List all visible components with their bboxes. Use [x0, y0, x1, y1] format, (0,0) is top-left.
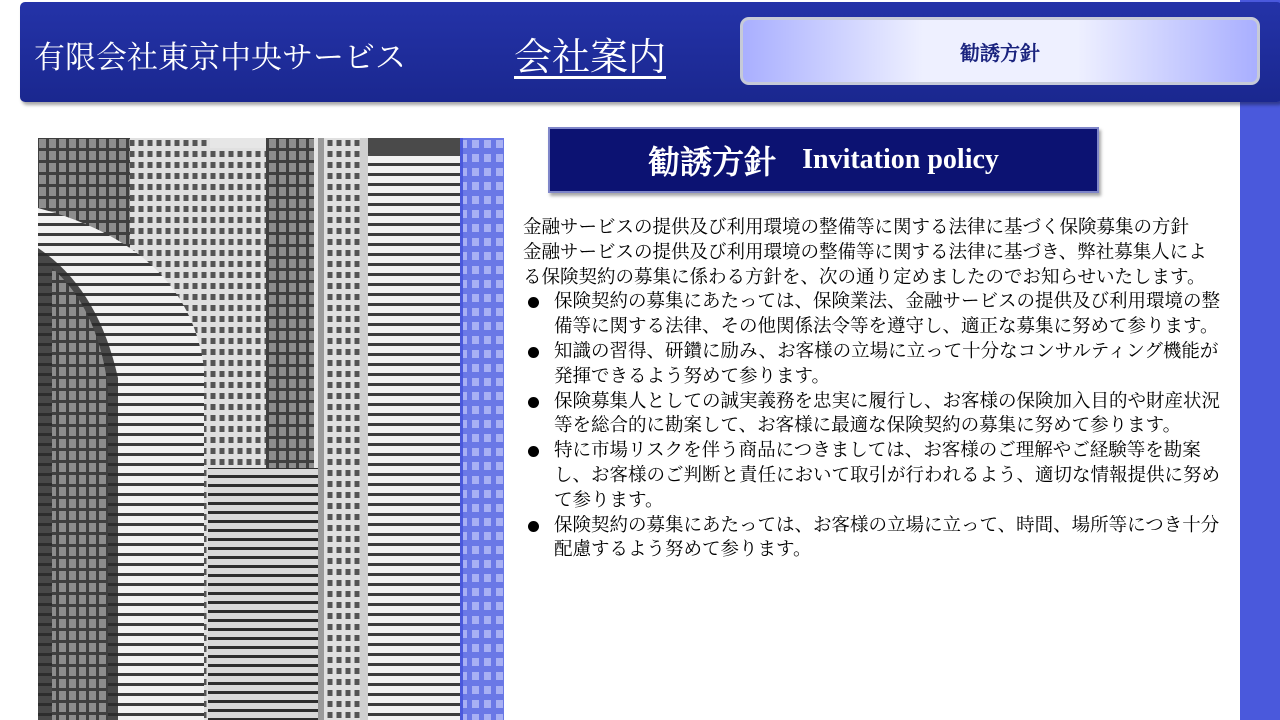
policy-item-text: 保険募集人としての誠実義務を忠実に履行し、お客様の保険加入目的や財産状況等を総合的に勘案して、お客様に最適な保険契約の募集に努めて参ります。	[554, 390, 1221, 437]
side-accent-strip	[1240, 0, 1280, 720]
policy-item	[523, 439, 1223, 513]
policy-list	[523, 290, 1223, 563]
heading-japanese: 勧誘方針	[648, 143, 777, 181]
policy-item	[523, 514, 1223, 564]
intro-lead: 金融サービスの提供及び利用環境の整備等に関する法律に基づき、弊社募集人による保険契約の募集に係わる方針を、次の通り定めましたのでお知らせいたします。	[523, 241, 1207, 288]
bullet-icon	[528, 347, 539, 358]
policy-item	[523, 390, 1223, 440]
section-tab-invitation-policy[interactable]: 勧誘方針	[740, 17, 1260, 85]
policy-heading	[548, 127, 1099, 193]
policy-item-text: 保険契約の募集にあたっては、お客様の立場に立って、時間、場所等につき十分配慮するよう努めて参ります。	[554, 514, 1220, 561]
bullet-icon	[528, 446, 539, 457]
policy-content	[523, 216, 1223, 563]
page-title[interactable]: 会社案内	[514, 35, 667, 79]
policy-item-text: 特に市場リスクを伴う商品につきましては、お客様のご理解やご経験等を勘案し、お客様のご判断と責任において取引が行われるよう、適切な情報提供に努めて参ります。	[554, 440, 1221, 511]
heading-english: Invitation policy	[802, 144, 999, 175]
policy-item	[523, 290, 1223, 340]
policy-item-text: 保険契約の募集にあたっては、保険業法、金融サービスの提供及び利用環境の整備等に関する法律、その他関係法令等を遵守し、適正な募集に努めて参ります。	[554, 291, 1221, 338]
bullet-icon	[528, 297, 539, 308]
intro-title: 金融サービスの提供及び利用環境の整備等に関する法律に基づく保険募集の方針	[523, 217, 1190, 238]
company-name: 有限会社東京中央サービス	[34, 40, 406, 76]
bullet-icon	[528, 397, 539, 408]
header-bar	[20, 2, 1280, 102]
policy-item-text: 知識の習得、研鑽に励み、お客様の立場に立って十分なコンサルティング機能が発揮できるよう努めて参ります。	[554, 340, 1219, 387]
building-photo	[38, 138, 504, 720]
bullet-icon	[528, 521, 539, 532]
policy-item	[523, 340, 1223, 390]
